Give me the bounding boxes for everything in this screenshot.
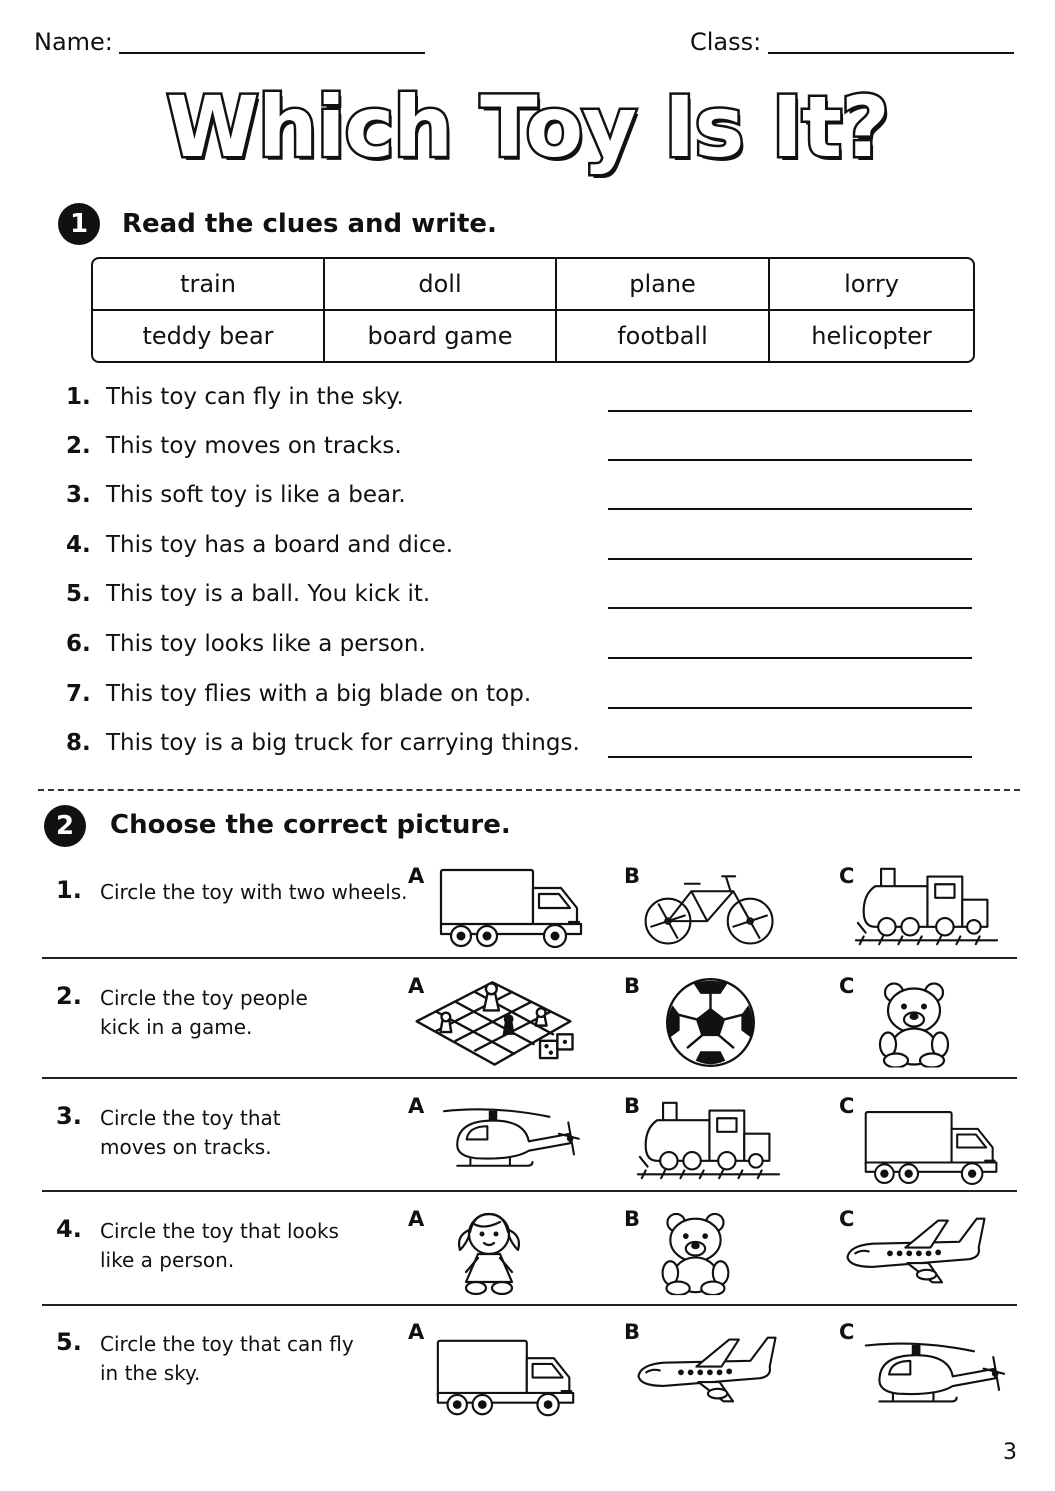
- option-label-b: B: [624, 974, 641, 998]
- truck-icon[interactable]: [862, 1108, 1002, 1188]
- option-label-c: C: [839, 974, 855, 998]
- helicopter-icon[interactable]: [860, 1332, 1005, 1414]
- row-divider: [42, 1190, 1017, 1192]
- clue-row: [66, 681, 976, 721]
- answer-line[interactable]: [608, 558, 972, 560]
- answer-line[interactable]: [608, 756, 972, 758]
- clue-number: 3.: [66, 482, 91, 508]
- doll-icon[interactable]: [414, 1205, 564, 1300]
- train-icon[interactable]: [854, 862, 999, 950]
- answer-line[interactable]: [608, 410, 972, 412]
- question-row: [42, 862, 1017, 957]
- bicycle-icon[interactable]: [640, 866, 780, 951]
- word-bank-item: board game: [325, 311, 557, 361]
- name-label: Name:: [34, 28, 113, 56]
- question-line: Circle the toy that looks: [100, 1219, 339, 1243]
- clue-text: This toy flies with a big blade on top.: [106, 681, 532, 707]
- question-row: [42, 1092, 1017, 1190]
- answer-line[interactable]: [608, 707, 972, 709]
- clue-text: This toy can fly in the sky.: [106, 384, 404, 410]
- section-2-badge: 2: [44, 805, 86, 847]
- option-label-c: C: [839, 1094, 855, 1118]
- word-bank-item: plane: [557, 259, 770, 311]
- clue-text: This toy has a board and dice.: [106, 532, 454, 558]
- clue-number: 6.: [66, 631, 91, 657]
- question-line: Circle the toy that can fly: [100, 1332, 354, 1356]
- section-2-heading: Choose the correct picture.: [110, 810, 511, 840]
- question-row: [42, 972, 1017, 1076]
- football-icon[interactable]: [628, 976, 793, 1068]
- question-row: [42, 1205, 1017, 1303]
- question-line: Circle the toy with two wheels.: [100, 880, 408, 904]
- question-number: 5.: [56, 1328, 82, 1356]
- question-text: [100, 1217, 380, 1275]
- option-label-a: A: [408, 1094, 425, 1118]
- class-label: Class:: [690, 28, 762, 56]
- question-text: [100, 878, 420, 907]
- question-line: like a person.: [100, 1248, 235, 1272]
- question-text: [100, 1104, 380, 1162]
- clue-number: 4.: [66, 532, 91, 558]
- clue-text: This toy is a big truck for carrying things.: [106, 730, 580, 756]
- train-icon[interactable]: [636, 1096, 781, 1184]
- section-1-badge: 1: [58, 203, 100, 245]
- question-line: moves on tracks.: [100, 1135, 272, 1159]
- question-line: Circle the toy people: [100, 986, 308, 1010]
- word-bank-item: lorry: [770, 259, 973, 311]
- question-number: 1.: [56, 876, 82, 904]
- section-divider: [38, 789, 1020, 791]
- option-label-a: A: [408, 864, 425, 888]
- clue-row: [66, 581, 976, 621]
- teddy-bear-icon[interactable]: [838, 974, 988, 1076]
- word-bank-item: teddy bear: [93, 311, 325, 361]
- question-line: in the sky.: [100, 1361, 201, 1385]
- clue-number: 7.: [66, 681, 91, 707]
- option-label-b: B: [624, 1094, 641, 1118]
- plane-icon[interactable]: [628, 1328, 786, 1410]
- page-title: Which Toy Is It?: [166, 78, 889, 176]
- plane-icon[interactable]: [836, 1209, 996, 1291]
- question-line: Circle the toy that: [100, 1106, 281, 1130]
- option-label-a: A: [408, 1207, 425, 1231]
- option-label-a: A: [408, 974, 425, 998]
- section-1-heading: Read the clues and write.: [122, 209, 497, 239]
- clue-number: 1.: [66, 384, 91, 410]
- option-label-a: A: [408, 1320, 425, 1344]
- row-divider: [42, 957, 1017, 959]
- clue-text: This soft toy is like a bear.: [106, 482, 406, 508]
- board-game-icon[interactable]: [406, 978, 581, 1070]
- option-label-b: B: [624, 864, 641, 888]
- question-number: 2.: [56, 982, 82, 1010]
- word-bank-item: helicopter: [811, 322, 932, 350]
- row-divider: [42, 1077, 1017, 1079]
- question-text: [100, 1330, 380, 1388]
- clue-row: [66, 631, 976, 671]
- truck-icon[interactable]: [437, 866, 587, 951]
- clue-row: [66, 482, 976, 522]
- clue-number: 5.: [66, 581, 91, 607]
- clue-row: [66, 730, 976, 770]
- word-bank-item: doll: [325, 259, 557, 311]
- clue-number: 2.: [66, 433, 91, 459]
- clue-row: [66, 384, 976, 424]
- clue-row: [66, 433, 976, 473]
- class-input-line[interactable]: [768, 52, 1014, 54]
- question-line: kick in a game.: [100, 1015, 253, 1039]
- option-label-c: C: [839, 1207, 855, 1231]
- answer-line[interactable]: [608, 657, 972, 659]
- clue-row: [66, 532, 976, 572]
- word-bank-item: train: [93, 259, 325, 311]
- truck-icon[interactable]: [434, 1336, 579, 1420]
- option-label-c: C: [839, 864, 855, 888]
- clue-text: This toy looks like a person.: [106, 631, 426, 657]
- question-number: 4.: [56, 1215, 82, 1243]
- page-number: 3: [1003, 1440, 1017, 1465]
- option-label-b: B: [624, 1207, 641, 1231]
- answer-line[interactable]: [608, 459, 972, 461]
- option-label-c: C: [839, 1320, 855, 1344]
- teddy-bear-icon[interactable]: [622, 1205, 767, 1303]
- question-text: [100, 984, 380, 1042]
- row-divider: [42, 1304, 1017, 1306]
- option-label-b: B: [624, 1320, 641, 1344]
- clue-text: This toy is a ball. You kick it.: [106, 581, 431, 607]
- answer-line[interactable]: [608, 508, 972, 510]
- question-number: 3.: [56, 1102, 82, 1130]
- question-row: [42, 1320, 1017, 1424]
- answer-line[interactable]: [608, 607, 972, 609]
- clue-text: This toy moves on tracks.: [106, 433, 402, 459]
- clue-number: 8.: [66, 730, 91, 756]
- name-input-line[interactable]: [119, 52, 425, 54]
- word-bank-item: football: [557, 311, 770, 361]
- helicopter-icon[interactable]: [435, 1098, 583, 1178]
- word-bank: [91, 257, 975, 363]
